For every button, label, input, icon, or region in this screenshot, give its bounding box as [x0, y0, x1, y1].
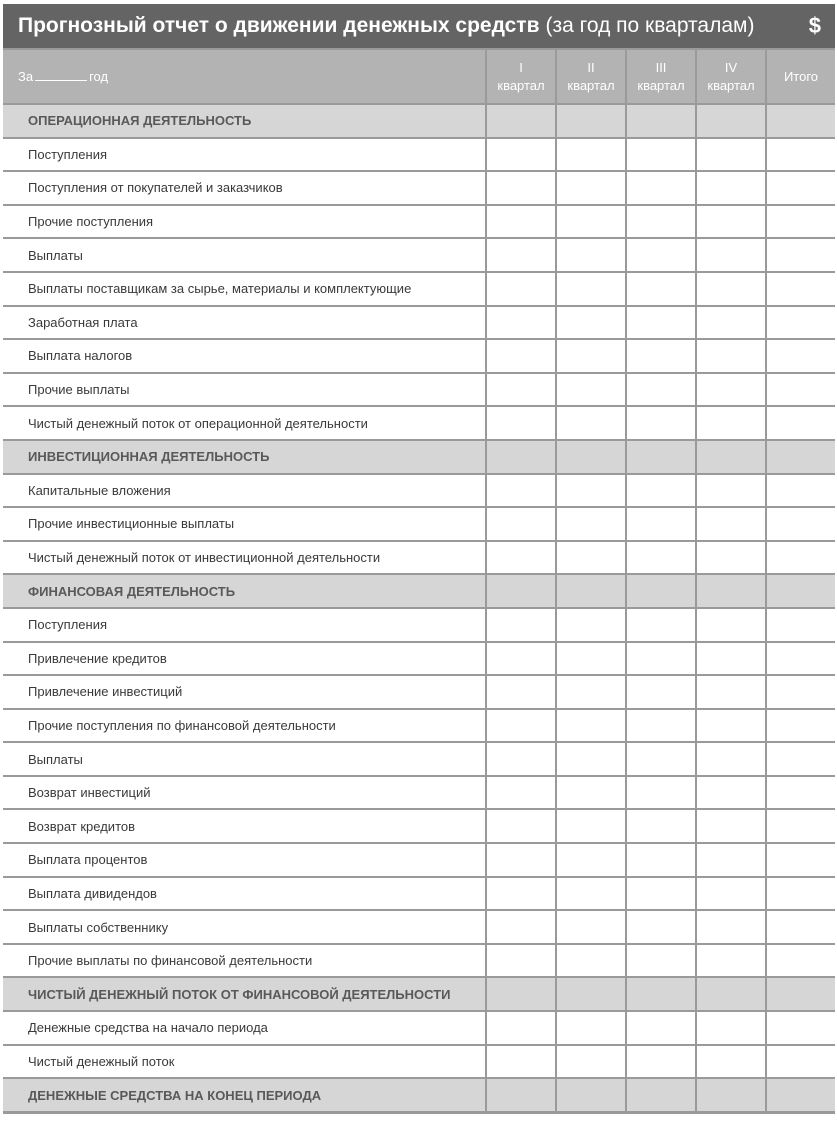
total-cell[interactable]	[767, 273, 835, 307]
q2-cell[interactable]	[557, 441, 627, 475]
q4-cell[interactable]	[697, 911, 767, 945]
table-row	[3, 609, 835, 643]
quarter-word: квартал	[567, 77, 615, 93]
table-row	[3, 239, 835, 273]
quarter-word: квартал	[497, 77, 545, 93]
q1-cell[interactable]	[487, 206, 557, 240]
section-row	[3, 978, 835, 1012]
q4-cell[interactable]	[697, 340, 767, 374]
q3-cell[interactable]	[627, 105, 697, 139]
q3-cell[interactable]	[627, 777, 697, 811]
q3-cell[interactable]	[627, 1046, 697, 1080]
row-label: Выплата налогов	[3, 340, 487, 374]
total-cell[interactable]	[767, 945, 835, 979]
quarter-4-header	[697, 50, 767, 105]
cash-flow-forecast-form	[3, 4, 835, 1114]
row-label: Прочие поступления по финансовой деятельности	[3, 710, 487, 744]
table-row	[3, 407, 835, 441]
total-cell[interactable]	[767, 609, 835, 643]
title-text	[18, 13, 754, 39]
total-cell[interactable]	[767, 878, 835, 912]
q1-cell[interactable]	[487, 307, 557, 341]
total-cell[interactable]	[767, 105, 835, 139]
q4-cell[interactable]	[697, 139, 767, 173]
q3-cell[interactable]	[627, 307, 697, 341]
q4-cell[interactable]	[697, 475, 767, 509]
q1-cell[interactable]	[487, 273, 557, 307]
year-header	[3, 50, 487, 105]
quarter-word: квартал	[637, 77, 685, 93]
q4-cell[interactable]	[697, 609, 767, 643]
section-label: ЧИСТЫЙ ДЕНЕЖНЫЙ ПОТОК ОТ ФИНАНСОВОЙ ДЕЯТЕЛЬНОСТИ	[3, 978, 487, 1012]
total-cell[interactable]	[767, 307, 835, 341]
total-cell[interactable]	[767, 475, 835, 509]
row-label: Поступления	[3, 139, 487, 173]
q2-cell[interactable]	[557, 609, 627, 643]
q1-cell[interactable]	[487, 609, 557, 643]
q2-cell[interactable]	[557, 1046, 627, 1080]
quarter-numeral: IV	[724, 59, 738, 75]
q2-cell[interactable]	[557, 407, 627, 441]
row-label: Выплаты собственнику	[3, 911, 487, 945]
q1-cell[interactable]	[487, 710, 557, 744]
q3-cell[interactable]	[627, 911, 697, 945]
table-row	[3, 878, 835, 912]
q4-cell[interactable]	[697, 307, 767, 341]
report-subtitle: (за год по кварталам)	[545, 14, 755, 37]
total-cell[interactable]	[767, 710, 835, 744]
q2-cell[interactable]	[557, 710, 627, 744]
quarter-numeral: III	[655, 59, 667, 75]
row-label: Возврат инвестиций	[3, 777, 487, 811]
row-label: Привлечение кредитов	[3, 643, 487, 677]
q1-cell[interactable]	[487, 139, 557, 173]
q3-cell[interactable]	[627, 542, 697, 576]
row-label: Чистый денежный поток	[3, 1046, 487, 1080]
q4-cell[interactable]	[697, 407, 767, 441]
table-row	[3, 374, 835, 408]
q1-cell[interactable]	[487, 441, 557, 475]
q3-cell[interactable]	[627, 273, 697, 307]
quarter-numeral: I	[519, 59, 523, 75]
q1-cell[interactable]	[487, 643, 557, 677]
total-cell[interactable]	[767, 777, 835, 811]
total-cell[interactable]	[767, 239, 835, 273]
table-row	[3, 911, 835, 945]
row-label: Прочие выплаты по финансовой деятельности	[3, 945, 487, 979]
table-header-row	[3, 50, 835, 105]
q2-cell[interactable]	[557, 978, 627, 1012]
q1-cell[interactable]	[487, 340, 557, 374]
q2-cell[interactable]	[557, 542, 627, 576]
table-row	[3, 508, 835, 542]
table-row	[3, 172, 835, 206]
q2-cell[interactable]	[557, 508, 627, 542]
q2-cell[interactable]	[557, 273, 627, 307]
q3-cell[interactable]	[627, 878, 697, 912]
q2-cell[interactable]	[557, 139, 627, 173]
q1-cell[interactable]	[487, 374, 557, 408]
section-row	[3, 105, 835, 139]
row-label: Выплаты	[3, 743, 487, 777]
table-row	[3, 777, 835, 811]
table-row	[3, 710, 835, 744]
q2-cell[interactable]	[557, 643, 627, 677]
q3-cell[interactable]	[627, 239, 697, 273]
row-label: Прочие выплаты	[3, 374, 487, 408]
total-cell[interactable]	[767, 1046, 835, 1080]
q1-cell[interactable]	[487, 575, 557, 609]
q3-cell[interactable]	[627, 844, 697, 878]
q3-cell[interactable]	[627, 609, 697, 643]
section-row	[3, 1079, 835, 1111]
q4-cell[interactable]	[697, 777, 767, 811]
q1-cell[interactable]	[487, 1012, 557, 1046]
q3-cell[interactable]	[627, 508, 697, 542]
q4-cell[interactable]	[697, 676, 767, 710]
q2-cell[interactable]	[557, 575, 627, 609]
q2-cell[interactable]	[557, 878, 627, 912]
q3-cell[interactable]	[627, 172, 697, 206]
q1-cell[interactable]	[487, 743, 557, 777]
q4-cell[interactable]	[697, 810, 767, 844]
q4-cell[interactable]	[697, 105, 767, 139]
total-cell[interactable]	[767, 441, 835, 475]
q4-cell[interactable]	[697, 1079, 767, 1111]
q3-cell[interactable]	[627, 575, 697, 609]
q1-cell[interactable]	[487, 945, 557, 979]
year-prefix: За	[18, 68, 34, 84]
q3-cell[interactable]	[627, 407, 697, 441]
table-row	[3, 743, 835, 777]
q1-cell[interactable]	[487, 172, 557, 206]
cash-flow-table	[3, 50, 835, 1111]
row-label: Выплата дивидендов	[3, 878, 487, 912]
table-row	[3, 307, 835, 341]
quarter-1-header	[487, 50, 557, 105]
total-cell[interactable]	[767, 575, 835, 609]
section-row	[3, 575, 835, 609]
total-cell[interactable]	[767, 407, 835, 441]
year-blank-field[interactable]	[35, 68, 87, 81]
row-label: Выплаты	[3, 239, 487, 273]
q2-cell[interactable]	[557, 676, 627, 710]
section-label: ФИНАНСОВАЯ ДЕЯТЕЛЬНОСТЬ	[3, 575, 487, 609]
q2-cell[interactable]	[557, 1012, 627, 1046]
q3-cell[interactable]	[627, 441, 697, 475]
q3-cell[interactable]	[627, 945, 697, 979]
q4-cell[interactable]	[697, 743, 767, 777]
section-label: ИНВЕСТИЦИОННАЯ ДЕЯТЕЛЬНОСТЬ	[3, 441, 487, 475]
table-row	[3, 945, 835, 979]
q1-cell[interactable]	[487, 810, 557, 844]
q4-cell[interactable]	[697, 542, 767, 576]
q4-cell[interactable]	[697, 273, 767, 307]
q1-cell[interactable]	[487, 239, 557, 273]
q3-cell[interactable]	[627, 374, 697, 408]
q3-cell[interactable]	[627, 643, 697, 677]
report-title: Прогнозный отчет о движении денежных средств	[18, 14, 540, 37]
total-cell[interactable]	[767, 139, 835, 173]
table-row	[3, 206, 835, 240]
total-cell[interactable]	[767, 676, 835, 710]
q2-cell[interactable]	[557, 743, 627, 777]
total-cell[interactable]	[767, 810, 835, 844]
q3-cell[interactable]	[627, 978, 697, 1012]
q1-cell[interactable]	[487, 105, 557, 139]
q1-cell[interactable]	[487, 1079, 557, 1111]
total-cell[interactable]	[767, 844, 835, 878]
q1-cell[interactable]	[487, 777, 557, 811]
section-row	[3, 441, 835, 475]
total-cell[interactable]	[767, 978, 835, 1012]
section-label: ОПЕРАЦИОННАЯ ДЕЯТЕЛЬНОСТЬ	[3, 105, 487, 139]
row-label: Прочие инвестиционные выплаты	[3, 508, 487, 542]
q4-cell[interactable]	[697, 172, 767, 206]
q4-cell[interactable]	[697, 441, 767, 475]
table-row	[3, 1046, 835, 1080]
q2-cell[interactable]	[557, 239, 627, 273]
table-row	[3, 676, 835, 710]
row-label: Выплаты поставщикам за сырье, материалы и комплектующие	[3, 273, 487, 307]
row-label: Поступления	[3, 609, 487, 643]
q2-cell[interactable]	[557, 206, 627, 240]
q4-cell[interactable]	[697, 206, 767, 240]
row-label: Возврат кредитов	[3, 810, 487, 844]
q1-cell[interactable]	[487, 978, 557, 1012]
q4-cell[interactable]	[697, 643, 767, 677]
row-label: Поступления от покупателей и заказчиков	[3, 172, 487, 206]
q4-cell[interactable]	[697, 945, 767, 979]
quarter-3-header	[627, 50, 697, 105]
table-row	[3, 273, 835, 307]
q4-cell[interactable]	[697, 1012, 767, 1046]
total-header: Итого	[767, 50, 835, 105]
table-row	[3, 340, 835, 374]
q2-cell[interactable]	[557, 374, 627, 408]
q3-cell[interactable]	[627, 710, 697, 744]
q3-cell[interactable]	[627, 206, 697, 240]
table-row	[3, 1012, 835, 1046]
q2-cell[interactable]	[557, 844, 627, 878]
q1-cell[interactable]	[487, 676, 557, 710]
row-label: Заработная плата	[3, 307, 487, 341]
q4-cell[interactable]	[697, 1046, 767, 1080]
q1-cell[interactable]	[487, 1046, 557, 1080]
q3-cell[interactable]	[627, 1012, 697, 1046]
quarter-numeral: II	[587, 59, 595, 75]
table-row	[3, 139, 835, 173]
row-label: Прочие поступления	[3, 206, 487, 240]
q1-cell[interactable]	[487, 475, 557, 509]
currency-symbol: $	[808, 13, 821, 38]
q4-cell[interactable]	[697, 508, 767, 542]
row-label: Чистый денежный поток от операционной деятельности	[3, 407, 487, 441]
table-row	[3, 844, 835, 878]
table-row	[3, 475, 835, 509]
total-cell[interactable]	[767, 172, 835, 206]
section-label: ДЕНЕЖНЫЕ СРЕДСТВА НА КОНЕЦ ПЕРИОДА	[3, 1079, 487, 1111]
total-cell[interactable]	[767, 340, 835, 374]
q2-cell[interactable]	[557, 1079, 627, 1111]
q3-cell[interactable]	[627, 676, 697, 710]
quarter-word: квартал	[707, 77, 755, 93]
q2-cell[interactable]	[557, 307, 627, 341]
q4-cell[interactable]	[697, 844, 767, 878]
total-cell[interactable]	[767, 542, 835, 576]
q1-cell[interactable]	[487, 844, 557, 878]
row-label: Выплата процентов	[3, 844, 487, 878]
year-suffix: год	[89, 68, 109, 84]
total-cell[interactable]	[767, 508, 835, 542]
q1-cell[interactable]	[487, 542, 557, 576]
quarter-2-header	[557, 50, 627, 105]
q4-cell[interactable]	[697, 239, 767, 273]
q3-cell[interactable]	[627, 139, 697, 173]
q1-cell[interactable]	[487, 878, 557, 912]
q1-cell[interactable]	[487, 508, 557, 542]
row-label: Привлечение инвестиций	[3, 676, 487, 710]
q2-cell[interactable]	[557, 340, 627, 374]
q2-cell[interactable]	[557, 105, 627, 139]
total-cell[interactable]	[767, 643, 835, 677]
q4-cell[interactable]	[697, 878, 767, 912]
row-label: Капитальные вложения	[3, 475, 487, 509]
q4-cell[interactable]	[697, 374, 767, 408]
total-cell[interactable]	[767, 1012, 835, 1046]
q3-cell[interactable]	[627, 340, 697, 374]
table-row	[3, 542, 835, 576]
title-bar	[3, 4, 835, 48]
q2-cell[interactable]	[557, 945, 627, 979]
q3-cell[interactable]	[627, 743, 697, 777]
q2-cell[interactable]	[557, 475, 627, 509]
row-label: Чистый денежный поток от инвестиционной деятельности	[3, 542, 487, 576]
q4-cell[interactable]	[697, 710, 767, 744]
total-cell[interactable]	[767, 206, 835, 240]
q4-cell[interactable]	[697, 575, 767, 609]
table-body	[3, 105, 835, 1111]
total-cell[interactable]	[767, 1079, 835, 1111]
q4-cell[interactable]	[697, 978, 767, 1012]
table-row	[3, 810, 835, 844]
q1-cell[interactable]	[487, 407, 557, 441]
q1-cell[interactable]	[487, 911, 557, 945]
q2-cell[interactable]	[557, 911, 627, 945]
q3-cell[interactable]	[627, 475, 697, 509]
table-row	[3, 643, 835, 677]
row-label: Денежные средства на начало периода	[3, 1012, 487, 1046]
q2-cell[interactable]	[557, 172, 627, 206]
q3-cell[interactable]	[627, 810, 697, 844]
q2-cell[interactable]	[557, 810, 627, 844]
q2-cell[interactable]	[557, 777, 627, 811]
q3-cell[interactable]	[627, 1079, 697, 1111]
total-cell[interactable]	[767, 374, 835, 408]
total-cell[interactable]	[767, 911, 835, 945]
total-cell[interactable]	[767, 743, 835, 777]
